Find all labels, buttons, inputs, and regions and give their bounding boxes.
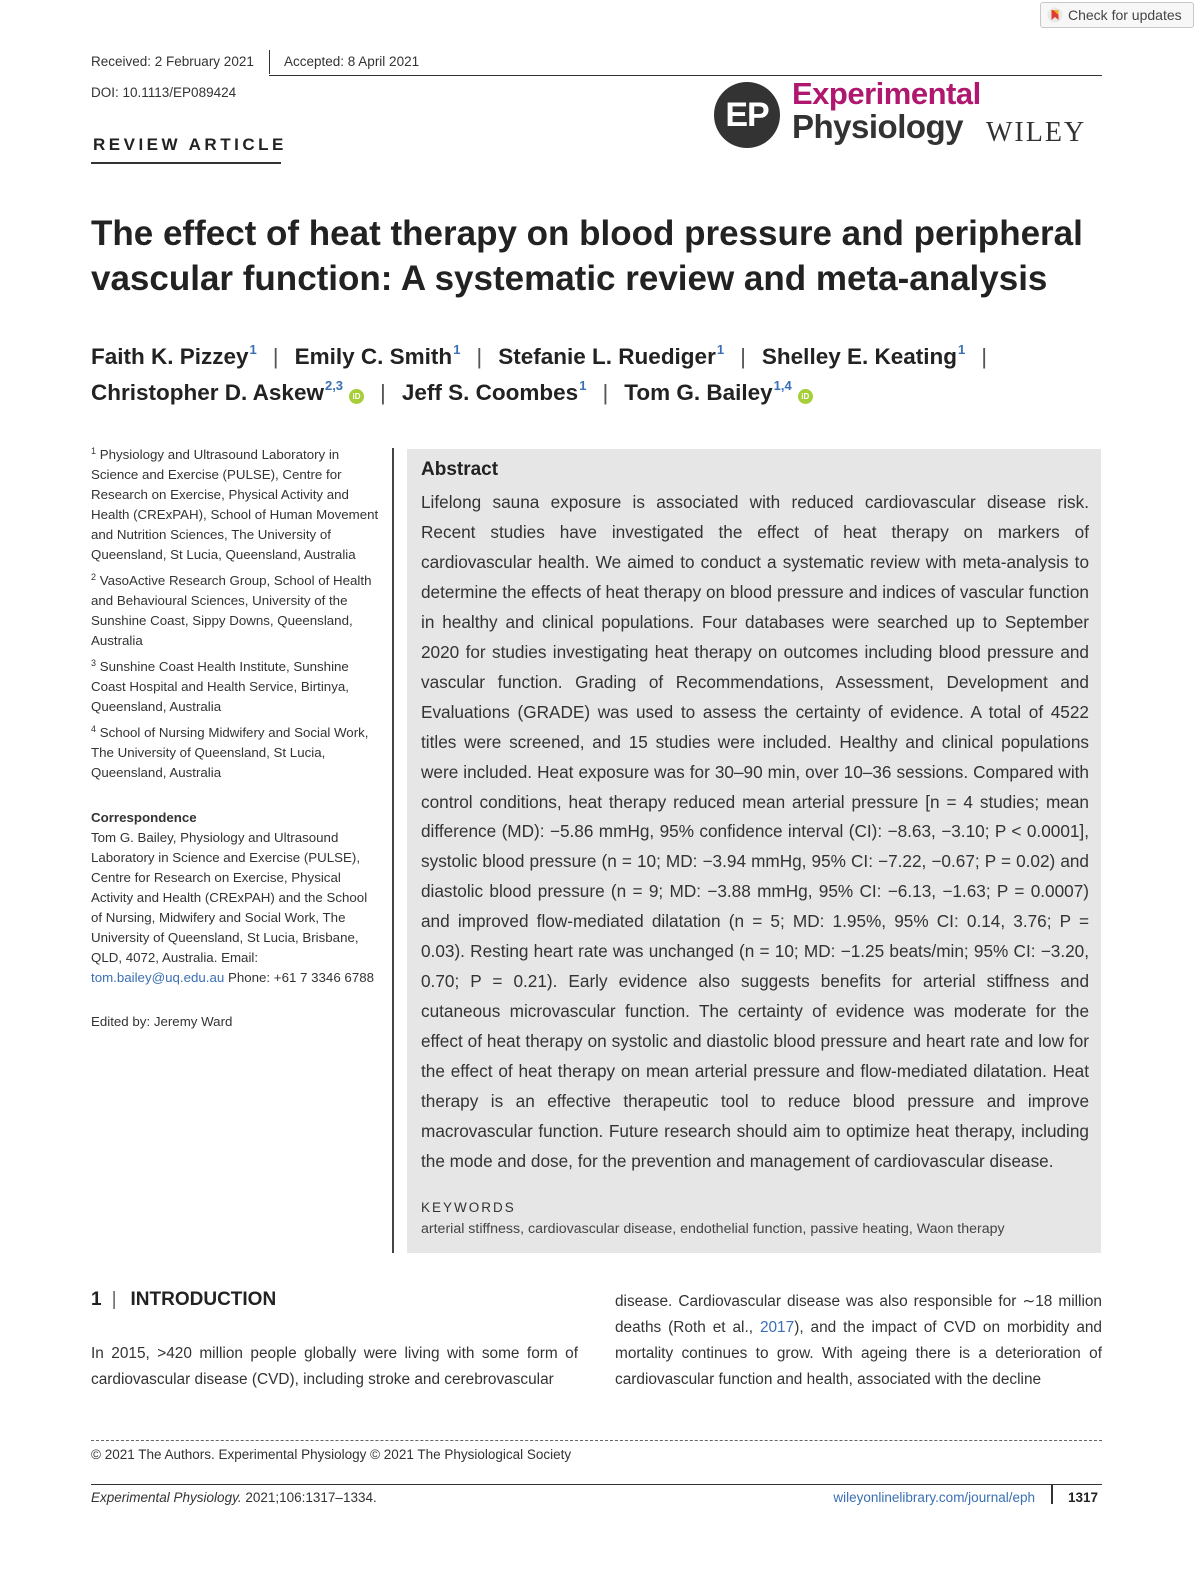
keywords-text: arterial stiffness, cardiovascular disease, endothelial function, passive heating, Waon therapy <box>421 1221 1005 1237</box>
journal-website-link[interactable]: wileyonlinelibrary.com/journal/eph <box>833 1490 1035 1505</box>
footer-rule <box>91 1484 1102 1485</box>
article-type-underline <box>91 162 281 164</box>
header-separator <box>269 50 270 74</box>
introduction-text-left: In 2015, >420 million people globally were living with some form of cardiovascular disease (CVD), including stroke and cerebrovascular <box>91 1345 578 1388</box>
correspondence-heading: Correspondence <box>91 810 197 825</box>
author[interactable]: Emily C. Smith$^1$ <box>294 342 461 369</box>
doi[interactable]: DOI: 10.1113/EP089424 <box>91 85 237 100</box>
accepted-date: Accepted: 8 April 2021 <box>284 54 420 69</box>
affiliations-column <box>91 445 381 1032</box>
author[interactable]: Tom G. Bailey$^{1,4}$ <box>624 378 792 405</box>
correspondence-text: Tom G. Bailey, Physiology and Ultrasound Laboratory in Science and Exercise (PULSE), Centre for Research on Exercise, Physical Activity and Health (CRExPAH) and the School of Nursing, Midwifery and Social Work, The University of Queensland, St Lucia, Brisbane, QLD, 4072, Australia. Email: tom.bailey@uq.edu.au Phone: +61 7 3346 6788 <box>91 830 375 985</box>
column-divider <box>392 448 394 1253</box>
journal-name-line1: Experimental <box>792 76 981 111</box>
article-title: The effect of heat therapy on blood pressure and peripheral vascular function: A systematic review and meta-analysis <box>91 214 1083 298</box>
edited-by: Edited by: Jeremy Ward <box>91 1014 233 1029</box>
journal-name-line2: Physiology <box>792 108 964 145</box>
received-date: Received: 2 February 2021 <box>91 54 254 69</box>
affiliation: $^1$ Physiology and Ultrasound Laboratory in Science and Exercise (PULSE), Centre for Research on Exercise, Physical Activity and Health (CRExPAH), School of Human Movement and Nutrition Sciences, The University of Queensland, St Lucia, Queensland, Australia <box>91 446 379 562</box>
author-list-line-2: Christopher D. Askew$^{2,3}$iD | Jeff S. Coombes$^1$ | Tom G. Bailey$^{1,4}$iD <box>91 380 813 406</box>
abstract-text: Lifelong sauna exposure is associated with reduced cardiovascular disease risk. Recent studies have investigated the effect of heat therapy on markers of cardiovascular health. We aimed to conduct a systematic review with meta-analysis to determine the effects of heat therapy on blood pressure and indices of vascular function in healthy and clinical populations. Four databases were searched up to September 2020 for studies investigating heat therapy on outcomes including blood pressure and vascular function. Grading of Recommendations, Assessment, Development and Evaluations (GRADE) was used to assess the certainty of evidence. A total of 4522 titles were screened, and 15 studies were included. Healthy and clinical populations were included. Heat exposure was for 30–90 min, over 10–36 sessions. Compared with control conditions, heat therapy reduced mean arterial pressure [n = 4 studies; mean difference (MD): −5.86 mmHg, 95% confidence interval (CI): −8.63, −3.10; P < 0.0001], systolic blood pressure (n = 10; MD: −3.94 mmHg, 95% CI: −7.22, −0.67; P = 0.02) and diastolic blood pressure (n = 9; MD: −3.88 mmHg, 95% CI: −6.13, −1.63; P = 0.0007) and improved flow-mediated dilatation (n = 5; MD: 1.95%, 95% CI: 0.14, 3.76; P = 0.03). Resting heart rate was unchanged (n = 10; MD: −1.25 beats/min; 95% CI: −3.20, 0.70; P = 0.21). Early evidence also suggests benefits for arterial stiffness and cutaneous microvascular function. The certainty of evidence was moderate for the effect of heat therapy on systolic and diastolic blood pressure and heart rate and low for the effect of heat therapy on mean arterial pressure and flow-mediated dilatation. Heat therapy is an effective therapeutic tool to reduce blood pressure and improve macrovascular function. Future research should aim to optimize heat therapy, including the mode and dose, for the prevention and management of cardiovascular disease. <box>421 492 1089 1171</box>
author[interactable]: Jeff S. Coombes$^1$ <box>401 378 587 405</box>
affiliation: $^2$ VasoActive Research Group, School of Health and Behavioural Sciences, University of the Sunshine Coast, Sippy Downs, Queensland, Australia <box>91 572 372 648</box>
footer-dashed-rule <box>91 1440 1102 1441</box>
journal-logo-icon: EP <box>714 82 780 148</box>
section-heading-introduction: 1 | INTRODUCTION <box>91 1289 277 1310</box>
orcid-icon[interactable]: iD <box>798 389 813 404</box>
check-for-updates-button[interactable] <box>1040 2 1194 28</box>
author[interactable]: Christopher D. Askew$^{2,3}$ <box>91 378 344 405</box>
author[interactable]: Stefanie L. Ruediger$^1$ <box>498 342 725 369</box>
affiliation: $^3$ Sunshine Coast Health Institute, Sunshine Coast Hospital and Health Service, Birtinya, Queensland, Australia <box>91 658 349 714</box>
author[interactable]: Shelley E. Keating$^1$ <box>761 342 966 369</box>
abstract-heading: Abstract <box>421 459 499 480</box>
author-list-line-1: Faith K. Pizzey$^1$ | Emily C. Smith$^1$ | Stefanie L. Ruediger$^1$ | Shelley E. Keating$^1$ | <box>91 342 988 369</box>
keywords-heading: KEYWORDS <box>421 1200 516 1215</box>
page-number-separator <box>1051 1484 1053 1504</box>
page-number: 1317 <box>1068 1490 1099 1505</box>
email-link[interactable]: tom.bailey@uq.edu.au <box>91 970 225 985</box>
affiliation: $^4$ School of Nursing Midwifery and Social Work, The University of Queensland, St Lucia, Queensland, Australia <box>91 724 369 780</box>
author[interactable]: Faith K. Pizzey$^1$ <box>91 342 257 369</box>
article-type: REVIEW ARTICLE <box>93 135 287 154</box>
citation-link[interactable]: 2017 <box>759 1319 795 1336</box>
check-for-updates-label: Check for updates <box>1068 7 1182 23</box>
bookmark-icon <box>1047 7 1063 23</box>
publisher-logo: WILEY <box>986 117 1087 148</box>
introduction-text-right: disease. Cardiovascular disease was also responsible for ∼18 million deaths (Roth et al., 2017), and the impact of CVD on morbidity and mortality continues to grow. With ageing there is a deterioration of cardiovascular function and health, associated with the decline <box>615 1293 1102 1388</box>
orcid-icon[interactable]: iD <box>349 389 364 404</box>
journal-citation: Experimental Physiology. 2021;106:1317–1334. <box>91 1490 377 1505</box>
copyright: © 2021 The Authors. Experimental Physiology © 2021 The Physiological Society <box>91 1447 572 1462</box>
